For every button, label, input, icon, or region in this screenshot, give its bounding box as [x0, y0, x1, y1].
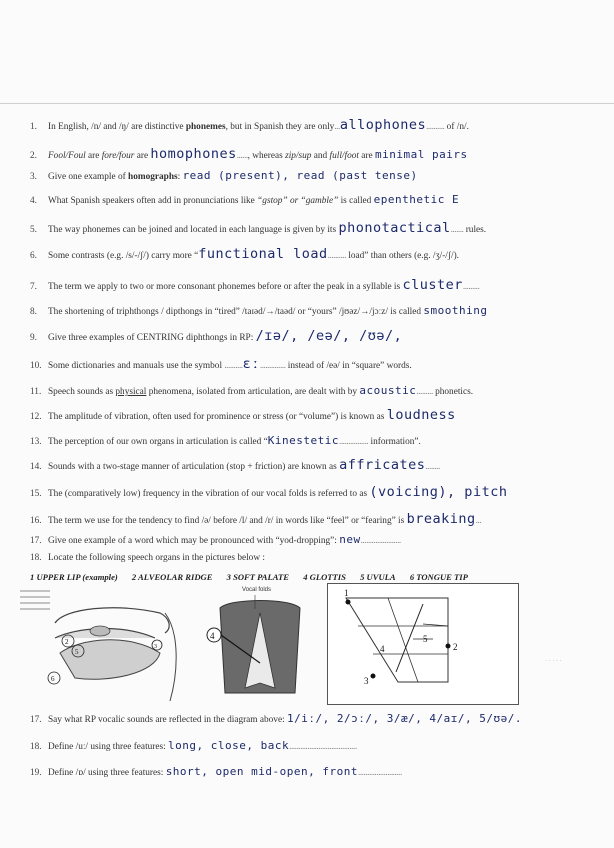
answer-2b: minimal pairs: [374, 148, 468, 161]
vocal-folds-caption: Vocal folds: [242, 587, 272, 593]
answer-19b: short, open mid-open, front: [165, 765, 358, 778]
question-18b: 18. Define /uː/ using three features: long, close, back.....................................: [30, 739, 357, 752]
answer-17: new: [339, 533, 361, 546]
question-5: 5. The way phonemes can be joined and located in each language is given by its phonotactical....... rules.: [30, 220, 487, 236]
vocal-folds-figure: [200, 583, 320, 703]
answer-9: /ɪə/, /eə/, /ʊə/,: [255, 328, 403, 344]
question-16: 16. The term we use for the tendency to find /ə/ before /l/ and /r/ in words like “feel” or “fearing” is breaking...: [30, 511, 482, 527]
page-top-rule: [0, 103, 614, 104]
answer-3: read (present), read (past tense): [182, 169, 418, 182]
figure-mark: 4: [380, 644, 385, 654]
answer-6: functional load: [198, 246, 328, 262]
organ-label: 3 SOFT PALATE: [226, 572, 290, 582]
figure-mark: 1: [344, 588, 349, 598]
answer-8: smoothing: [423, 304, 488, 317]
organ-label: 5 UVULA: [360, 572, 396, 582]
answer-14: affricates: [339, 457, 426, 473]
answer-7: cluster: [402, 277, 463, 293]
answer-10: ɛː: [242, 356, 260, 372]
organ-label: 2 ALVEOLAR RIDGE: [131, 572, 213, 582]
answer-5: phonotactical: [338, 220, 451, 236]
answer-15: (voicing), pitch: [369, 484, 508, 500]
answer-13: Kinestetic: [267, 434, 340, 447]
figure-mark: 2: [453, 642, 458, 652]
figure-mark: 4: [210, 631, 215, 641]
question-4: 4. What Spanish speakers often add in pronunciations like “gstop” or “gamble” is called epenthetic E: [30, 193, 460, 206]
question-15: 15. The (comparatively low) frequency in the vibration of our vocal folds is referred to as (voicing), pitch: [30, 484, 508, 500]
question-17: 17. Give one example of a word which may be pronounced with “yod-dropping”: new......................: [30, 533, 401, 546]
question-18: 18. Locate the following speech organs in the pictures below :: [30, 553, 265, 563]
vocal-tract-figure: [20, 583, 185, 703]
figure-mark: 3: [364, 676, 369, 686]
question-17b: 17. Say what RP vocalic sounds are reflected in the diagram above: 1/iː/, 2/ɔː/, 3/æ/, 4/aɪ/, 5/ʊə/.: [30, 712, 523, 725]
figure-mark: 2: [65, 638, 69, 646]
vowel-chart-figure: [327, 583, 519, 705]
question-9: 9. Give three examples of CENTRING diphthongs in RP: /ɪə/, /eə/, /ʊə/,: [30, 328, 403, 344]
figure-mark: 6: [51, 675, 55, 683]
figure-mark: 5: [423, 634, 428, 644]
question-13: 13. The perception of our own organs in articulation is called “Kinestetic................ information”.: [30, 434, 421, 447]
question-10: 10. Some dictionaries and manuals use the symbol ..........ɛː.............. instead of /eə/ in “square” words.: [30, 356, 412, 372]
question-1: 1. In English, /n/ and /ŋ/ are distinctive phonemes, but in Spanish they are only...allophones.......... of /n/.: [30, 117, 469, 133]
organ-labels: [30, 572, 480, 582]
figure-mark: 5: [75, 648, 79, 656]
question-14: 14. Sounds with a two-stage manner of articulation (stop + friction) are known as affricates........: [30, 457, 440, 473]
question-11: 11. Speech sounds as physical phenomena, isolated from articulation, are dealt with by acoustic......... phonetics.: [30, 384, 474, 397]
organ-label: 4 GLOTTIS: [303, 572, 346, 582]
answer-4: epenthetic E: [373, 193, 460, 206]
question-2: 2. Fool/Foul are fore/four are homophones......, whereas zip/sup and full/foot are minimal pairs: [30, 146, 468, 162]
faint-mark: · · · · ·: [545, 658, 562, 664]
answer-17b: 1/iː/, 2/ɔː/, 3/æ/, 4/aɪ/, 5/ʊə/.: [286, 712, 523, 725]
question-6: 6. Some contrasts (e.g. /s/-/ʃ/) carry more “functional load.......... load” than others (e.g. /ʒ/-/ʃ/).: [30, 246, 459, 262]
answer-2a: homophones: [150, 146, 237, 162]
answer-11: acoustic: [359, 384, 417, 397]
figure-mark: 3: [154, 644, 157, 650]
answer-1: allophones: [339, 117, 427, 133]
answer-18b: long, close, back: [168, 739, 290, 752]
answer-12: loudness: [386, 407, 456, 423]
question-19b: 19. Define /ɒ/ using three features: short, open mid-open, front........................: [30, 765, 402, 778]
organ-label: 1 UPPER LIP (example): [30, 572, 118, 582]
question-12: 12. The amplitude of vibration, often used for prominence or stress (or “volume”) is known as loudness: [30, 407, 456, 423]
question-3: 3. Give one example of homographs: read (present), read (past tense): [30, 169, 418, 182]
answer-16: breaking: [406, 511, 476, 527]
organ-label: 6 TONGUE TIP: [409, 572, 468, 582]
question-7: 7. The term we apply to two or more consonant phonemes before or after the peak in a syllable is cluster.........: [30, 277, 480, 293]
question-8: 8. The shortening of triphthongs / dipthongs in “tired” /taɪəd/→/taəd/ or “yours” /jʊəz/→/jɔːz/ is called smoothing: [30, 304, 488, 317]
